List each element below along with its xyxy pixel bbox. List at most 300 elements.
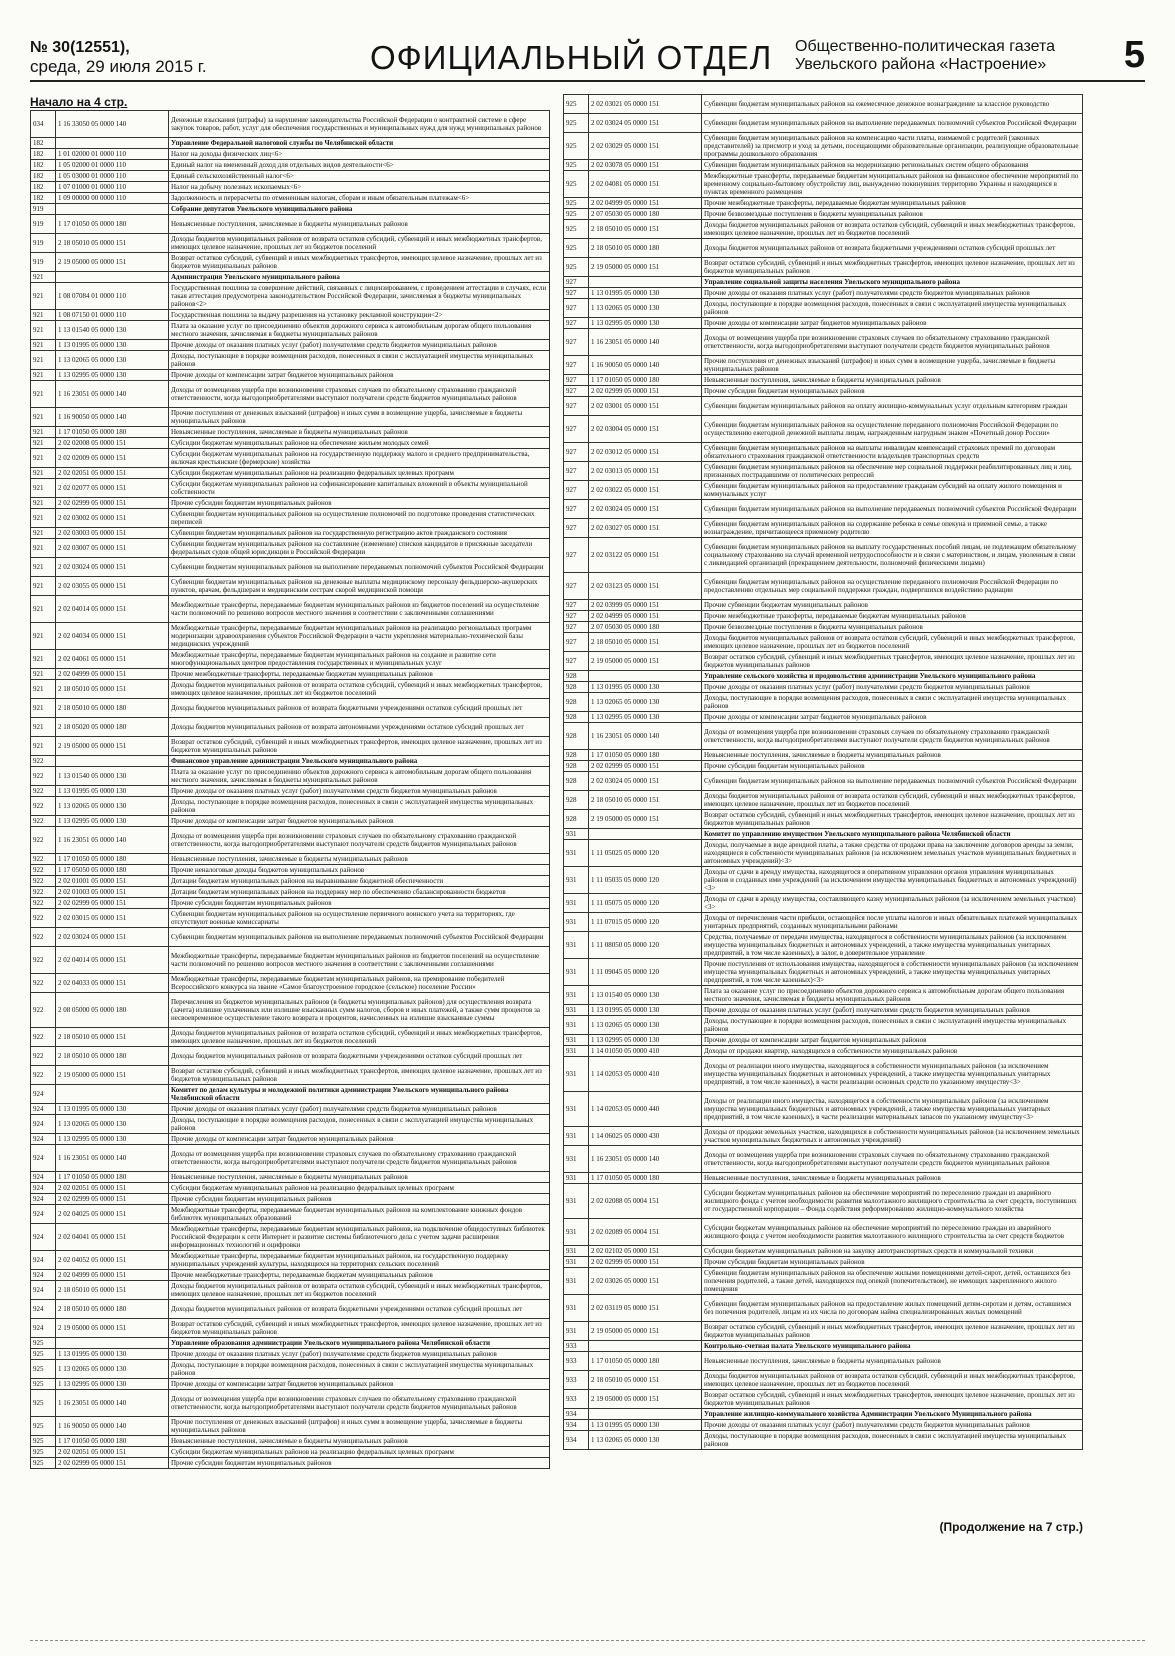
description-cell: Прочие субсидии бюджетам муниципальных районов <box>702 1257 1083 1268</box>
budget-code-cell: 2 02 04041 05 0000 151 <box>56 1224 169 1251</box>
description-cell: Государственная пошлина за совершение действий, связанных с лицензированием, с проведением аттестации в случаях, если такая аттестация предусмотрена законодательством Российской Федерации, зачисляемая в бюджеты муниципальных районов<2> <box>169 283 550 310</box>
budget-code-cell: 2 02 02999 05 0000 151 <box>56 1458 169 1469</box>
admin-code-cell: 182 <box>31 193 56 204</box>
admin-code-cell: 925 <box>564 133 589 160</box>
table-row <box>31 539 550 558</box>
budget-code-cell: 2 02 03024 05 0000 151 <box>589 772 702 791</box>
table-row <box>564 1431 1083 1450</box>
table-row <box>31 1319 550 1338</box>
description-cell: Межбюджетные трансферты, передаваемые бюджетам муниципальных районов на финансовое обеспечение мероприятий по временному социально-бытовому обустройству лиц, вынужденно покинувших территорию Украины и находящихся в пунктах временного размещения <box>702 171 1083 198</box>
description-cell: Субвенции бюджетам муниципальных районов на осуществление переданного полномочия Российской Федерации по предоставлению отдельных мер социальной поддержки граждан, подвергшихся воздействию радиации <box>702 573 1083 600</box>
table-row <box>564 171 1083 198</box>
budget-code-cell: 1 13 01995 05 0000 130 <box>56 340 169 351</box>
admin-code-cell: 924 <box>31 1172 56 1183</box>
continued-to-link[interactable]: (Продолжение на 7 стр.) <box>939 1520 1083 1534</box>
description-cell: Субсидии бюджетам муниципальных районов на обеспечение мероприятий по переселению граждан из аварийного жилищного фонда с учетом необходимости развития малоэтажного жилищного строительства за счет средств бюджетов <box>702 1219 1083 1246</box>
budget-code-cell: 1 01 02000 01 0000 110 <box>56 149 169 160</box>
table-row <box>564 95 1083 114</box>
budget-code-cell: 1 17 01050 05 0000 180 <box>56 215 169 234</box>
budget-code-cell: 1 07 01000 01 0000 110 <box>56 182 169 193</box>
admin-code-cell: 927 <box>564 622 589 633</box>
budget-code-cell: 2 02 04014 05 0000 151 <box>56 947 169 974</box>
table-row <box>31 1251 550 1270</box>
budget-code-cell: 1 16 33050 05 0000 140 <box>56 111 169 138</box>
admin-code-cell: 927 <box>564 288 589 299</box>
description-cell: Доходы, поступающие в порядке возмещения расходов, понесенных в связи с эксплуатацией имущества муниципальных районов <box>169 797 550 816</box>
admin-code-cell: 933 <box>564 1352 589 1371</box>
description-cell: Прочие доходы от компенсации затрат бюджетов муниципальных районов <box>169 816 550 827</box>
budget-code-cell: 1 13 02995 05 0000 130 <box>589 318 702 329</box>
description-cell: Прочие доходы от компенсации затрат бюджетов муниципальных районов <box>702 1035 1083 1046</box>
budget-code-cell: 1 13 01540 05 0000 130 <box>56 767 169 786</box>
budget-code-cell: 2 02 04025 05 0000 151 <box>56 1205 169 1224</box>
description-cell: Доходы, поступающие в порядке возмещения расходов, понесенных в связи с эксплуатацией имущества муниципальных районов <box>702 299 1083 318</box>
description-cell: Дотации бюджетам муниципальных районов на поддержку мер по обеспечению сбалансированности бюджетов <box>169 887 550 898</box>
admin-code-cell: 931 <box>564 829 589 840</box>
description-cell: Доходы бюджетов муниципальных районов от возврата остатков субсидий, субвенций и иных межбюджетных трансфертов, имеющих целевое назначение, прошлых лет из бюджетов поселений <box>702 791 1083 810</box>
table-row <box>31 1183 550 1194</box>
description-cell: Доходы бюджетов муниципальных районов от возврата бюджетными учреждениями остатков субсидий прошлых лет <box>169 699 550 718</box>
budget-code-cell <box>56 272 169 283</box>
table-row <box>564 1146 1083 1173</box>
description-cell: Субвенции бюджетам муниципальных районов на осуществление первичного воинского учета на территориях, где отсутствуют военные комиссариаты <box>169 909 550 928</box>
budget-code-cell: 2 02 03003 05 0000 151 <box>56 528 169 539</box>
table-row <box>31 427 550 438</box>
admin-code-cell: 927 <box>564 375 589 386</box>
table-section-header-row <box>31 1085 550 1104</box>
table-row <box>31 370 550 381</box>
admin-code-cell: 925 <box>564 114 589 133</box>
table-row <box>31 438 550 449</box>
admin-code-cell: 931 <box>564 1246 589 1257</box>
description-cell: Субвенции бюджетам муниципальных районов на предоставление жилых помещений детям-сиротам и детям, оставшимся без попечения родителей, лицам из их числа по договорам найма специализированных жилых помещений <box>702 1295 1083 1322</box>
budget-code-cell: 2 19 05000 05 0000 151 <box>589 1322 702 1341</box>
budget-code-cell: 2 19 05000 05 0000 151 <box>589 810 702 829</box>
budget-code-cell: 2 02 02999 05 0000 151 <box>589 386 702 397</box>
table-row <box>31 498 550 509</box>
description-cell: Доходы, поступающие в порядке возмещения расходов, понесенных в связи с эксплуатацией имущества муниципальных районов <box>702 1016 1083 1035</box>
description-cell: Субсидии бюджетам муниципальных районов на реализацию федеральных целевых программ <box>169 1447 550 1458</box>
budget-code-cell: 2 18 05010 05 0000 151 <box>589 220 702 239</box>
table-row <box>31 1224 550 1251</box>
table-row <box>564 600 1083 611</box>
budget-code-cell: 2 19 05000 05 0000 151 <box>56 1066 169 1085</box>
budget-code-cell: 2 18 05010 05 0000 151 <box>56 680 169 699</box>
description-cell: Комитет по управлению имуществом Увельского муниципального района Челябинской области <box>702 829 1083 840</box>
description-cell: Субвенции бюджетам муниципальных районов на выплату государственных пособий лицам, не подлежащим обязательному социальному страхованию на случай временной нетрудоспособности и в связи с материнством, и лицам, уволенным в связи с ликвидацией организаций (прекращением деятельности, полномочий физическими лицами) <box>702 538 1083 573</box>
admin-code-cell: 925 <box>31 1447 56 1458</box>
admin-code-cell: 928 <box>564 772 589 791</box>
description-cell: Прочие субсидии бюджетам муниципальных районов <box>702 761 1083 772</box>
admin-code-cell: 931 <box>564 1173 589 1184</box>
description-cell: Субсидии бюджетам муниципальных районов на закупку автотранспортных средств и коммунальной техники <box>702 1246 1083 1257</box>
admin-code-cell: 922 <box>31 1047 56 1066</box>
table-row <box>564 1219 1083 1246</box>
budget-code-cell: 1 14 02053 05 0000 440 <box>589 1092 702 1127</box>
table-row <box>564 840 1083 867</box>
description-cell: Комитет по делам культуры и молодежной политики администрации Увельского муниципального района Челябинской области <box>169 1085 550 1104</box>
budget-code-cell: 1 13 02995 05 0000 130 <box>56 1379 169 1390</box>
budget-code-cell: 1 17 01050 05 0000 180 <box>589 1173 702 1184</box>
budget-code-cell: 1 13 02065 05 0000 130 <box>589 1016 702 1035</box>
description-cell: Доходы бюджетов муниципальных районов от возврата остатков субсидий, субвенций и иных межбюджетных трансфертов, имеющих целевое назначение, прошлых лет из бюджетов поселений <box>702 220 1083 239</box>
table-row <box>31 1134 550 1145</box>
table-row <box>31 718 550 737</box>
description-cell: Межбюджетные трансферты, передаваемые бюджетам муниципальных районов на создание и развитие сети многофункциональных центров предоставления государственных и муниципальных услуг <box>169 650 550 669</box>
admin-code-cell: 034 <box>31 111 56 138</box>
right-column <box>563 94 1083 1450</box>
admin-code-cell: 925 <box>564 160 589 171</box>
table-row <box>31 623 550 650</box>
admin-code-cell: 927 <box>564 397 589 416</box>
table-row <box>564 1173 1083 1184</box>
description-cell: Невыясненные поступления, зачисляемые в бюджеты муниципальных районов <box>702 750 1083 761</box>
admin-code-cell: 924 <box>31 1115 56 1134</box>
budget-code-cell <box>56 138 169 149</box>
description-cell: Доходы от возмещения ущерба при возникновении страховых случаев по обязательному страхованию гражданской ответственности, когда выгодоприобретателями выступают получатели средств бюджетов муниципальных районов <box>702 723 1083 750</box>
budget-code-cell: 1 13 01995 05 0000 130 <box>56 1104 169 1115</box>
table-row <box>31 1458 550 1469</box>
budget-code-cell: 1 13 01995 05 0000 130 <box>56 786 169 797</box>
table-row <box>564 160 1083 171</box>
admin-code-cell: 927 <box>564 519 589 538</box>
budget-code-cell: 1 16 23051 05 0000 140 <box>56 1390 169 1417</box>
description-cell: Субвенции бюджетам муниципальных районов на выполнение передаваемых полномочий субъектов Российской Федерации <box>702 114 1083 133</box>
table-row <box>564 481 1083 500</box>
table-section-header-row <box>31 138 550 149</box>
table-row <box>31 1145 550 1172</box>
budget-code-cell: 2 02 02999 05 0000 151 <box>589 1257 702 1268</box>
description-cell: Доходы, поступающие в порядке возмещения расходов, понесенных в связи с эксплуатацией имущества муниципальных районов <box>702 1431 1083 1450</box>
admin-code-cell: 919 <box>31 215 56 234</box>
table-row <box>564 959 1083 986</box>
description-cell: Прочие субсидии бюджетам муниципальных районов <box>702 386 1083 397</box>
budget-code-cell: 2 02 04033 05 0000 151 <box>56 974 169 993</box>
description-cell: Прочие доходы от компенсации затрат бюджетов муниципальных районов <box>169 1379 550 1390</box>
table-row <box>31 669 550 680</box>
budget-code-cell: 2 02 03012 05 0000 151 <box>589 443 702 462</box>
description-cell: Задолженность и перерасчеты по отмененным налогам, сборам и иным обязательным платежам<6> <box>169 193 550 204</box>
description-cell: Субсидии бюджетам муниципальных районов на софинансирование капитальных вложений в объекты муниципальной собственности <box>169 479 550 498</box>
budget-code-cell: 2 18 05010 05 0000 180 <box>56 1047 169 1066</box>
description-cell: Доходы бюджетов муниципальных районов от возврата остатков субсидий, субвенций и иных межбюджетных трансфертов, имеющих целевое назначение, прошлых лет из бюджетов поселений <box>702 633 1083 652</box>
budget-code-cell <box>589 1409 702 1420</box>
table-row <box>564 1046 1083 1057</box>
description-cell: Доходы бюджетов муниципальных районов от возврата бюджетными учреждениями остатков субсидий прошлых лет <box>169 1300 550 1319</box>
budget-code-cell: 2 02 03001 05 0000 151 <box>589 397 702 416</box>
table-row <box>31 680 550 699</box>
admin-code-cell: 931 <box>564 1219 589 1246</box>
table-section-header-row <box>564 1341 1083 1352</box>
admin-code-cell: 182 <box>31 160 56 171</box>
admin-code-cell: 927 <box>564 318 589 329</box>
table-row <box>564 1246 1083 1257</box>
table-section-header-row <box>31 756 550 767</box>
budget-code-cell: 1 16 23051 05 0000 140 <box>56 827 169 854</box>
description-cell: Возврат остатков субсидий, субвенций и иных межбюджетных трансфертов, имеющих целевое назначение, прошлых лет из бюджетов муниципальных районов <box>702 652 1083 671</box>
description-cell: Управление сельского хозяйства и продовольствия администрации Увельского муниципального района <box>702 671 1083 682</box>
admin-code-cell: 921 <box>31 699 56 718</box>
description-cell: Возврат остатков субсидий, субвенций и иных межбюджетных трансфертов, имеющих целевое назначение, прошлых лет из бюджетов муниципальных районов <box>169 1066 550 1085</box>
admin-code-cell: 924 <box>31 1183 56 1194</box>
budget-code-cell: 1 14 02053 05 0000 410 <box>589 1057 702 1092</box>
continued-from-link[interactable]: Начало на 4 стр. <box>30 95 128 109</box>
budget-code-cell: 2 02 02051 05 0000 151 <box>56 1183 169 1194</box>
budget-code-cell: 2 02 03004 05 0000 151 <box>589 416 702 443</box>
budget-code-cell: 2 02 02102 05 0000 151 <box>589 1246 702 1257</box>
budget-code-cell: 1 16 23051 05 0000 140 <box>589 1146 702 1173</box>
admin-code-cell: 921 <box>31 539 56 558</box>
table-section-header-row <box>564 277 1083 288</box>
admin-code-cell: 925 <box>31 1360 56 1379</box>
budget-code-cell: 1 13 01540 05 0000 130 <box>56 321 169 340</box>
description-cell: Возврат остатков субсидий, субвенций и иных межбюджетных трансфертов, имеющих целевое назначение, прошлых лет из бюджетов муниципальных районов <box>169 737 550 756</box>
description-cell: Прочие субсидии бюджетам муниципальных районов <box>169 1458 550 1469</box>
description-cell: Управление образования администрации Увельского муниципального района Челябинской области <box>169 1338 550 1349</box>
table-row <box>31 321 550 340</box>
description-cell: Субвенции бюджетам муниципальных районов на модернизацию региональных систем общего образования <box>702 160 1083 171</box>
description-cell: Доходы от возмещения ущерба при возникновении страховых случаев по обязательному страхованию гражданской ответственности, когда выгодоприобретателями выступают получатели средств бюджетов муниципальных районов <box>702 329 1083 356</box>
table-section-header-row <box>564 671 1083 682</box>
admin-code-cell: 928 <box>564 693 589 712</box>
table-row <box>564 682 1083 693</box>
budget-code-cell: 1 13 02995 05 0000 130 <box>56 816 169 827</box>
budget-code-cell: 2 02 03027 05 0000 151 <box>589 519 702 538</box>
admin-code-cell: 922 <box>31 816 56 827</box>
description-cell: Возврат остатков субсидий, субвенций и иных межбюджетных трансфертов, имеющих целевое назначение, прошлых лет из бюджетов муниципальных районов <box>702 810 1083 829</box>
admin-code-cell: 927 <box>564 481 589 500</box>
admin-code-cell: 922 <box>31 827 56 854</box>
description-cell: Прочие субсидии бюджетам муниципальных районов <box>169 1194 550 1205</box>
table-row <box>31 767 550 786</box>
budget-code-cell: 2 02 03123 05 0000 151 <box>589 573 702 600</box>
table-row <box>31 408 550 427</box>
budget-code-cell: 2 02 04999 05 0000 151 <box>56 1270 169 1281</box>
description-cell: Субсидии бюджетам муниципальных районов на реализацию федеральных целевых программ <box>169 468 550 479</box>
table-row <box>564 462 1083 481</box>
table-row <box>31 509 550 528</box>
admin-code-cell: 931 <box>564 1257 589 1268</box>
budget-code-cell: 2 02 04081 05 0000 151 <box>589 171 702 198</box>
table-row <box>564 932 1083 959</box>
admin-code-cell: 921 <box>31 321 56 340</box>
budget-code-cell: 1 13 01995 05 0000 130 <box>56 1349 169 1360</box>
table-row <box>564 1295 1083 1322</box>
description-cell: Субвенции бюджетам муниципальных районов на предоставление гражданам субсидий на оплату жилого помещения и коммунальных услуг <box>702 481 1083 500</box>
description-cell: Невыясненные поступления, зачисляемые в бюджеты муниципальных районов <box>702 1173 1083 1184</box>
description-cell: Доходы от продажи квартир, находящихся в собственности муниципальных районов <box>702 1046 1083 1057</box>
description-cell: Доходы от реализации иного имущества, находящегося в собственности муниципальных районов (за исключением имущества муниципальных бюджетных и автономных учреждений, а также имущества муниципальных унитарных предприятий, в том числе казенных), в части реализации основных средств по указанному имуществу<3> <box>702 1057 1083 1092</box>
budget-code-cell: 2 18 05010 05 0000 180 <box>56 699 169 718</box>
budget-code-cell <box>56 756 169 767</box>
description-cell: Прочие доходы от оказания платных услуг (работ) получателями средств бюджетов муниципальных районов <box>169 1349 550 1360</box>
budget-code-cell: 1 13 01540 05 0000 130 <box>589 986 702 1005</box>
description-cell: Субвенции бюджетам муниципальных районов на составление (изменение) списков кандидатов в присяжные заседатели федеральных судов общей юрисдикции в Российской Федерации <box>169 539 550 558</box>
table-row <box>31 479 550 498</box>
table-row <box>31 1205 550 1224</box>
budget-code-cell: 2 02 04999 05 0000 151 <box>589 198 702 209</box>
description-cell: Субсидии бюджетам муниципальных районов на государственную поддержку малого и среднего предпринимательства, включая крестьянские (фермерские) хозяйства <box>169 449 550 468</box>
description-cell: Межбюджетные трансферты, передаваемые бюджетам муниципальных районов, на премирование победителей Всероссийского конкурса на звание «Самое благоустроенное городское (сельское) поселение России» <box>169 974 550 993</box>
description-cell: Прочие доходы от компенсации затрат бюджетов муниципальных районов <box>169 370 550 381</box>
description-cell: Субвенции бюджетам муниципальных районов на выплаты инвалидам компенсаций страховых премий по договорам обязательного страхования гражданской ответственности владельцев транспортных средств <box>702 443 1083 462</box>
table-row <box>31 898 550 909</box>
description-cell: Межбюджетные трансферты, передаваемые бюджетам муниципальных районов на комплектование книжных фондов библиотек муниципальных образований <box>169 1205 550 1224</box>
admin-code-cell: 921 <box>31 737 56 756</box>
description-cell: Доходы бюджетов муниципальных районов от возврата остатков субсидий, субвенций и иных межбюджетных трансфертов, имеющих целевое назначение, прошлых лет из бюджетов поселений <box>169 680 550 699</box>
description-cell: Невыясненные поступления, зачисляемые в бюджеты муниципальных районов <box>169 1172 550 1183</box>
description-cell: Прочие безвозмездные поступления в бюджеты муниципальных районов <box>702 209 1083 220</box>
description-cell: Прочие поступления от использования имущества, находящегося в собственности муниципальных районов (за исключением имущества муниципальных бюджетных и автономных учреждений, а также имущества муниципальных унитарных предприятий, в том числе казенных)<3> <box>702 959 1083 986</box>
description-cell: Доходы бюджетов муниципальных районов от возврата автономными учреждениями остатков субсидий прошлых лет <box>169 718 550 737</box>
admin-code-cell: 927 <box>564 652 589 671</box>
table-row <box>564 258 1083 277</box>
description-cell: Государственная пошлина за выдачу разрешения на установку рекламной конструкции<2> <box>169 310 550 321</box>
admin-code-cell: 931 <box>564 1057 589 1092</box>
description-cell: Субвенции бюджетам муниципальных районов на выполнение передаваемых полномочий субъектов Российской Федерации <box>169 928 550 947</box>
table-row <box>564 375 1083 386</box>
admin-code-cell: 925 <box>31 1379 56 1390</box>
budget-code-cell: 1 17 05050 05 0000 180 <box>56 865 169 876</box>
description-cell: Администрация Увельского муниципального района <box>169 272 550 283</box>
table-body-right <box>564 95 1083 1450</box>
admin-code-cell: 922 <box>31 797 56 816</box>
admin-code-cell: 922 <box>31 756 56 767</box>
admin-code-cell: 931 <box>564 913 589 932</box>
table-row <box>31 182 550 193</box>
description-cell: Невыясненные поступления, зачисляемые в бюджеты муниципальных районов <box>702 1352 1083 1371</box>
admin-code-cell: 921 <box>31 449 56 468</box>
description-cell: Доходы от возмещения ущерба при возникновении страховых случаев по обязательному страхованию гражданской ответственности, когда выгодоприобретателями выступают получатели средств бюджетов муниципальных районов <box>169 381 550 408</box>
admin-code-cell: 921 <box>31 351 56 370</box>
admin-code-cell: 922 <box>31 928 56 947</box>
admin-code-cell: 919 <box>31 253 56 272</box>
table-row <box>31 797 550 816</box>
budget-code-cell: 2 02 03024 05 0000 151 <box>56 558 169 577</box>
table-row <box>31 1349 550 1360</box>
budget-code-cell: 1 14 06025 05 0000 430 <box>589 1127 702 1146</box>
budget-code-cell: 2 02 04061 05 0000 151 <box>56 650 169 669</box>
table-row <box>564 519 1083 538</box>
table-row <box>564 712 1083 723</box>
description-cell: Субвенции бюджетам муниципальных районов на денежные выплаты медицинскому персоналу фельдшерско-акушерских пунктов, врачам, фельдшерам и медицинским сестрам скорой медицинской помощи <box>169 577 550 596</box>
description-cell: Прочие доходы от компенсации затрат бюджетов муниципальных районов <box>702 318 1083 329</box>
table-row <box>31 1379 550 1390</box>
table-row <box>564 810 1083 829</box>
admin-code-cell: 182 <box>31 182 56 193</box>
description-cell: Прочие межбюджетные трансферты, передаваемые бюджетам муниципальных районов <box>702 611 1083 622</box>
admin-code-cell: 925 <box>564 95 589 114</box>
admin-code-cell: 928 <box>564 671 589 682</box>
budget-code-cell: 2 02 04052 05 0000 151 <box>56 1251 169 1270</box>
budget-code-cell: 1 13 02065 05 0000 130 <box>56 1360 169 1379</box>
table-row <box>31 699 550 718</box>
table-row <box>31 1390 550 1417</box>
table-row <box>31 381 550 408</box>
description-cell: Доходы, поступающие в порядке возмещения расходов, понесенных в связи с эксплуатацией имущества муниципальных районов <box>169 351 550 370</box>
table-row <box>564 538 1083 573</box>
budget-code-cell: 2 18 05010 05 0000 151 <box>56 1028 169 1047</box>
budget-code-cell: 1 17 01050 05 0000 180 <box>589 1352 702 1371</box>
table-body-left <box>31 111 550 1469</box>
description-cell: Управление Федеральной налоговой службы по Челябинской области <box>169 138 550 149</box>
admin-code-cell: 921 <box>31 509 56 528</box>
description-cell: Возврат остатков субсидий, субвенций и иных межбюджетных трансфертов, имеющих целевое назначение, прошлых лет из бюджетов муниципальных районов <box>702 258 1083 277</box>
admin-code-cell: 927 <box>564 329 589 356</box>
description-cell: Субвенции бюджетам муниципальных районов на государственную регистрацию актов гражданского состояния <box>169 528 550 539</box>
budget-code-cell: 2 02 03024 05 0000 151 <box>589 500 702 519</box>
table-row <box>31 650 550 669</box>
admin-code-cell: 924 <box>31 1251 56 1270</box>
description-cell: Субвенции бюджетам муниципальных районов на обеспечение мер социальной поддержки реабилитированных лиц и лиц, признанных пострадавшими от политических репрессий <box>702 462 1083 481</box>
description-cell: Доходы бюджетов муниципальных районов от возврата остатков субсидий, субвенций и иных межбюджетных трансфертов, имеющих целевое назначение, прошлых лет из бюджетов поселений <box>169 234 550 253</box>
description-cell: Прочие доходы от компенсации затрат бюджетов муниципальных районов <box>702 712 1083 723</box>
table-row <box>31 827 550 854</box>
budget-code-cell: 1 11 08050 05 0000 120 <box>589 932 702 959</box>
admin-code-cell: 921 <box>31 718 56 737</box>
budget-code-cell: 2 08 05000 05 0000 180 <box>56 993 169 1028</box>
admin-code-cell: 922 <box>31 993 56 1028</box>
budget-code-cell: 1 13 02065 05 0000 130 <box>589 299 702 318</box>
description-cell: Доходы от возмещения ущерба при возникновении страховых случаев по обязательному страхованию гражданской ответственности, когда выгодоприобретателями выступают получатели средств бюджетов муниципальных районов <box>169 1390 550 1417</box>
budget-code-cell: 2 02 04034 05 0000 151 <box>56 623 169 650</box>
budget-code-cell: 2 02 02051 05 0000 151 <box>56 468 169 479</box>
table-row <box>564 386 1083 397</box>
admin-code-cell: 921 <box>31 680 56 699</box>
budget-code-cell <box>56 1338 169 1349</box>
description-cell: Субвенции бюджетам муниципальных районов на выполнение передаваемых полномочий субъектов Российской Федерации <box>702 772 1083 791</box>
budget-code-cell: 1 16 90050 05 0000 140 <box>56 408 169 427</box>
table-row <box>564 1092 1083 1127</box>
admin-code-cell: 921 <box>31 340 56 351</box>
description-cell: Доходы от возмещения ущерба при возникновении страховых случаев по обязательному страхованию гражданской ответственности, когда выгодоприобретателями выступают получатели средств бюджетов муниципальных районов <box>702 1146 1083 1173</box>
budget-code-cell: 2 19 05000 05 0000 151 <box>56 737 169 756</box>
budget-code-cell: 2 18 05010 05 0000 151 <box>589 1371 702 1390</box>
table-row <box>31 171 550 182</box>
admin-code-cell: 921 <box>31 310 56 321</box>
issue-date: среда, 29 июля 2015 г. <box>30 57 207 76</box>
description-cell: Невыясненные поступления, зачисляемые в бюджеты муниципальных районов <box>169 215 550 234</box>
table-row <box>31 351 550 370</box>
table-row <box>31 887 550 898</box>
table-row <box>31 1447 550 1458</box>
description-cell: Субвенции бюджетам муниципальных районов на обеспечение жилыми помещениями детей-сирот, детей, оставшихся без попечения родителей, а также детей, находящихся под опекой (попечительством), не имеющих закрепленного жилого помещения <box>702 1268 1083 1295</box>
admin-code-cell: 925 <box>31 1338 56 1349</box>
budget-code-cell: 2 02 01001 05 0000 151 <box>56 876 169 887</box>
admin-code-cell: 924 <box>31 1270 56 1281</box>
budget-code-cell: 1 13 01995 05 0000 130 <box>589 682 702 693</box>
table-row <box>31 528 550 539</box>
table-row <box>31 596 550 623</box>
description-cell: Прочие безвозмездные поступления в бюджеты муниципальных районов <box>702 622 1083 633</box>
description-cell: Невыясненные поступления, зачисляемые в бюджеты муниципальных районов <box>702 375 1083 386</box>
description-cell: Прочие поступления от денежных взысканий (штрафов) и иных сумм в возмещение ущерба, зачисляемые в бюджеты муниципальных районов <box>169 1417 550 1436</box>
table-row <box>31 558 550 577</box>
budget-code-cell: 1 13 01995 05 0000 130 <box>589 1420 702 1431</box>
admin-code-cell: 921 <box>31 577 56 596</box>
description-cell: Доходы бюджетов муниципальных районов от возврата остатков субсидий, субвенций и иных межбюджетных трансфертов, имеющих целевое назначение, прошлых лет из бюджетов поселений <box>169 1281 550 1300</box>
admin-code-cell: 921 <box>31 650 56 669</box>
table-section-header-row <box>31 272 550 283</box>
budget-code-cell: 1 11 09045 05 0000 120 <box>589 959 702 986</box>
table-row <box>31 111 550 138</box>
table-row <box>564 611 1083 622</box>
budget-code-cell: 2 02 03002 05 0000 151 <box>56 509 169 528</box>
admin-code-cell: 927 <box>564 538 589 573</box>
table-row <box>564 1184 1083 1219</box>
admin-code-cell: 925 <box>31 1349 56 1360</box>
budget-code-cell: 1 08 07150 01 0000 110 <box>56 310 169 321</box>
